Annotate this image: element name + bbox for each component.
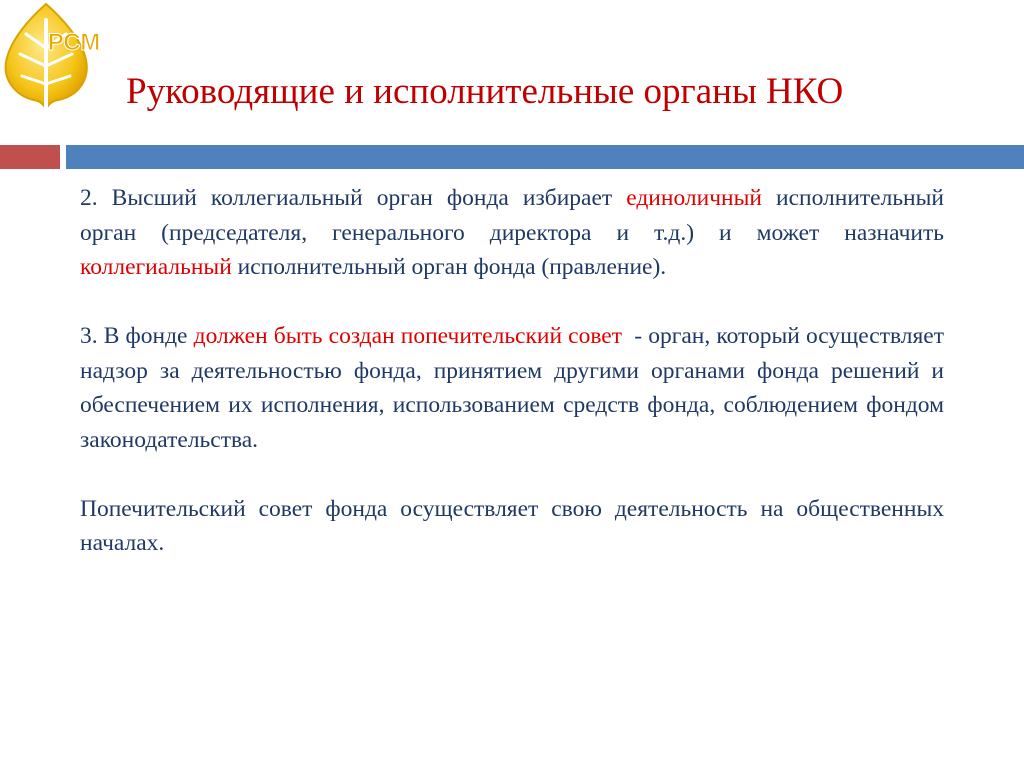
paragraph-1-text: 2. Высший коллегиальный орган фонда избирает: [80, 185, 627, 211]
paragraph-gap: [80, 285, 944, 320]
paragraph-gap: [80, 457, 944, 492]
accent-bar-red: [0, 145, 60, 169]
highlight-single: единоличный: [626, 185, 762, 211]
paragraph-3-text: Попечительский совет фонда осуществляет свою деятельность на общественных началах.: [80, 495, 944, 556]
paragraph-1: [80, 181, 944, 285]
logo-text: РСМ: [47, 29, 101, 56]
paragraph-2-text-2: - орган, который осуществляет надзор за деятельностью фонда, принятием другими органами фонда решений и обеспечением их исполнения, использованием средств фонда, соблюдением фондом законодательства.: [80, 323, 950, 453]
logo: [0, 0, 112, 122]
slide-title: Руководящие и исполнительные органы НКО: [126, 71, 844, 112]
paragraph-1-text-3: исполнительный орган фонда (правление).: [231, 254, 667, 280]
slide-body: [80, 181, 950, 561]
highlight-board: должен быть создан попечительский совет: [193, 323, 623, 349]
paragraph-3: [80, 492, 944, 561]
paragraph-2: [80, 319, 950, 457]
accent-bar-blue: [66, 145, 1024, 169]
paragraph-2-text: 3. В фонде: [80, 323, 194, 349]
highlight-collegial: коллегиальный: [80, 254, 232, 280]
birch-leaf-logo-icon: [0, 0, 112, 122]
paragraph-1-text-2: исполнительный орган (председателя, генерального директора и т.д.) и может назначить: [80, 185, 944, 246]
